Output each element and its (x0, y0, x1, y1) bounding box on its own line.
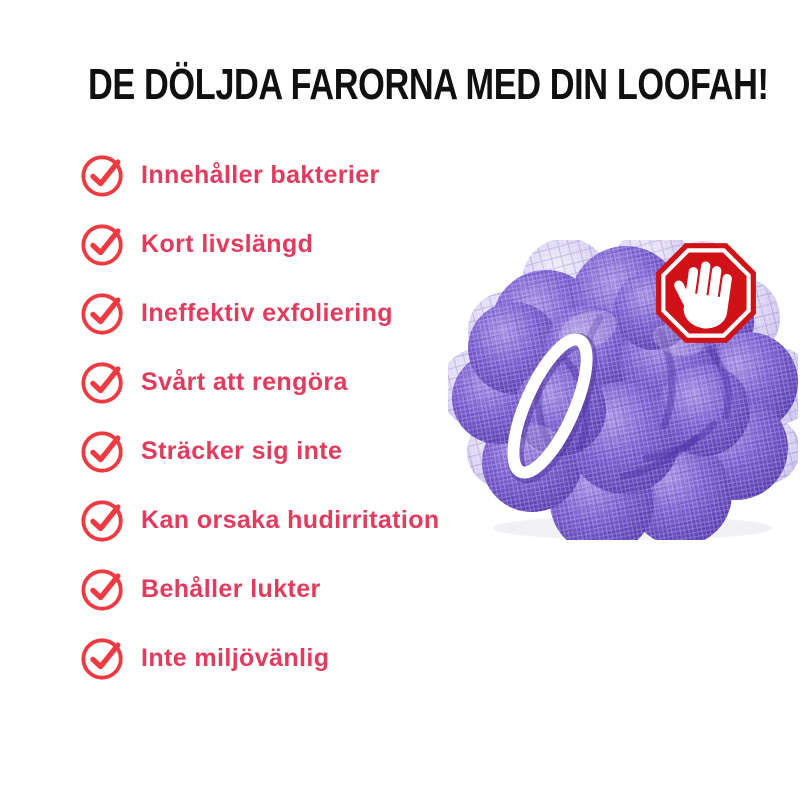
list-item (80, 497, 500, 543)
check-circle-icon (80, 428, 126, 474)
list-item (80, 359, 500, 405)
list-item (80, 566, 500, 612)
list-item (80, 428, 500, 474)
list-item (80, 290, 500, 336)
list-item-label: Behåller lukter (141, 574, 321, 603)
list-item-label: Kan orsaka hudirritation (141, 505, 440, 534)
list-item-label: Svårt att rengöra (141, 367, 348, 396)
list-item-label: Innehåller bakterier (141, 160, 380, 189)
check-circle-icon (80, 290, 126, 336)
page-title: DE DÖLJDA FARORNA MED DIN LOOFAH! (88, 60, 769, 109)
list-item (80, 152, 500, 198)
check-circle-icon (80, 635, 126, 681)
list-item-label: Kort livslängd (141, 229, 314, 258)
list-item-label: Sträcker sig inte (141, 436, 343, 465)
check-circle-icon (80, 152, 126, 198)
checklist (80, 152, 500, 704)
list-item-label: Inte miljövänlig (141, 643, 330, 672)
check-circle-icon (80, 221, 126, 267)
check-circle-icon (80, 359, 126, 405)
check-circle-icon (80, 497, 126, 543)
check-circle-icon (80, 566, 126, 612)
list-item (80, 221, 500, 267)
list-item-label: Ineffektiv exfoliering (141, 298, 393, 327)
list-item (80, 635, 500, 681)
stop-hand-icon (654, 241, 758, 345)
